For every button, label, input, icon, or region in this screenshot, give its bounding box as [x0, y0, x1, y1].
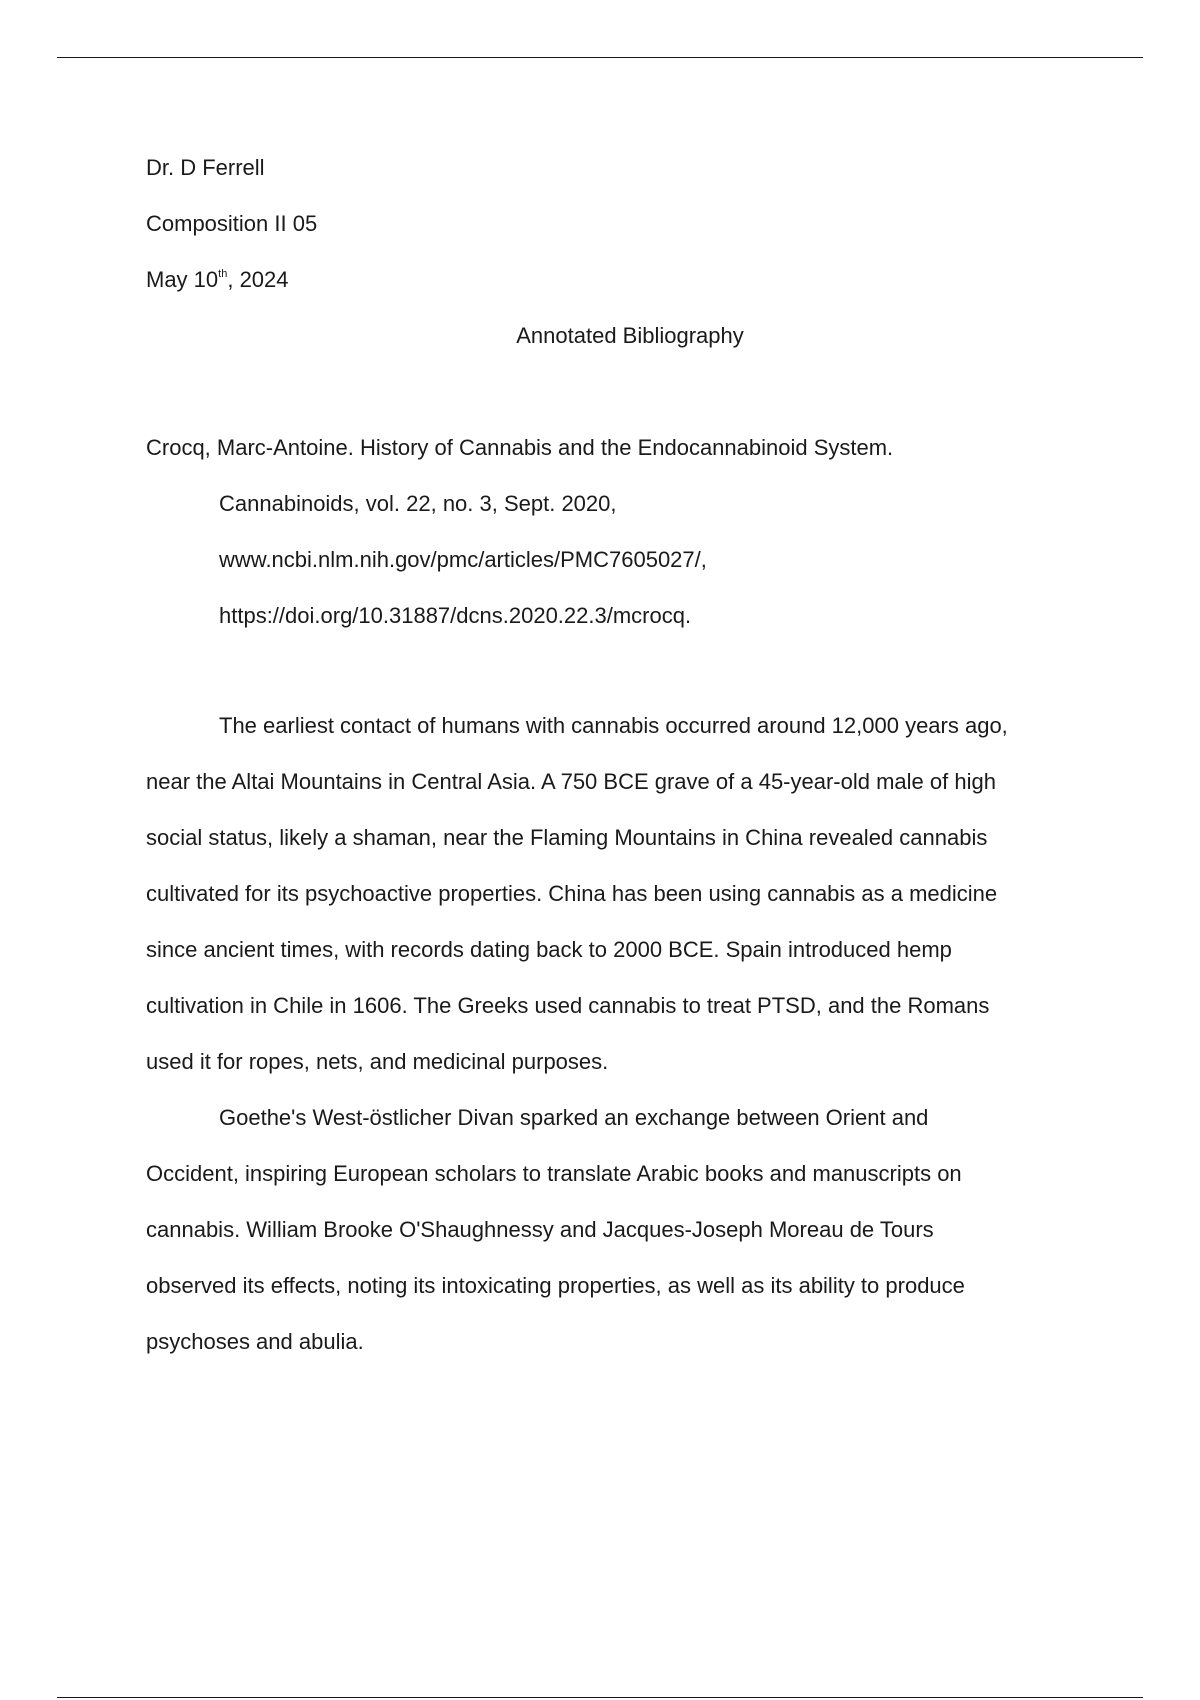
course-name: Composition II 05 [146, 211, 318, 236]
citation-line: https://doi.org/10.31887/dcns.2020.22.3/mcrocq. [219, 603, 692, 628]
instructor-name: Dr. D Ferrell [146, 155, 265, 180]
date-prefix: May 10 [146, 267, 219, 292]
top-page-rule [57, 57, 1143, 58]
paragraph-line: used it for ropes, nets, and medicinal purposes. [146, 1049, 609, 1074]
spacer [146, 364, 1086, 420]
document-date [146, 252, 1086, 308]
citation-line: Crocq, Marc-Antoine. History of Cannabis and the Endocannabinoid System. [146, 435, 894, 460]
citation-line: Cannabinoids, vol. 22, no. 3, Sept. 2020, [219, 491, 617, 516]
citation-entry [146, 420, 1086, 644]
paragraph-line: observed its effects, noting its intoxicating properties, as well as its ability to produce [146, 1273, 965, 1298]
paragraph-line: cultivation in Chile in 1606. The Greeks used cannabis to treat PTSD, and the Romans [146, 993, 990, 1018]
paragraph-line: since ancient times, with records dating back to 2000 BCE. Spain introduced hemp [146, 937, 952, 962]
annotation-paragraph-1 [146, 698, 1086, 1090]
date-rest: , 2024 [227, 267, 289, 292]
paragraph-line: psychoses and abulia. [146, 1329, 364, 1354]
paragraph-line: social status, likely a shaman, near the Flaming Mountains in China revealed cannabis [146, 825, 988, 850]
date-ordinal-suffix: th [218, 268, 228, 280]
annotation-paragraph-2 [146, 1090, 1086, 1370]
paragraph-line: cannabis. William Brooke O'Shaughnessy and Jacques-Joseph Moreau de Tours [146, 1217, 934, 1242]
paragraph-line: The earliest contact of humans with cannabis occurred around 12,000 years ago, [219, 713, 1008, 738]
paragraph-line: near the Altai Mountains in Central Asia. A 750 BCE grave of a 45-year-old male of high [146, 769, 996, 794]
citation-line: www.ncbi.nlm.nih.gov/pmc/articles/PMC7605027/, [219, 547, 707, 572]
paragraph-line: Occident, inspiring European scholars to translate Arabic books and manuscripts on [146, 1161, 962, 1186]
spacer [146, 644, 1086, 698]
bottom-page-rule [57, 1697, 1143, 1698]
document-page [146, 140, 1086, 1370]
paragraph-line: cultivated for its psychoactive properties. China has been using cannabis as a medicine [146, 881, 998, 906]
document-title: Annotated Bibliography [516, 323, 744, 348]
paragraph-line: Goethe's West-östlicher Divan sparked an exchange between Orient and [219, 1105, 929, 1130]
